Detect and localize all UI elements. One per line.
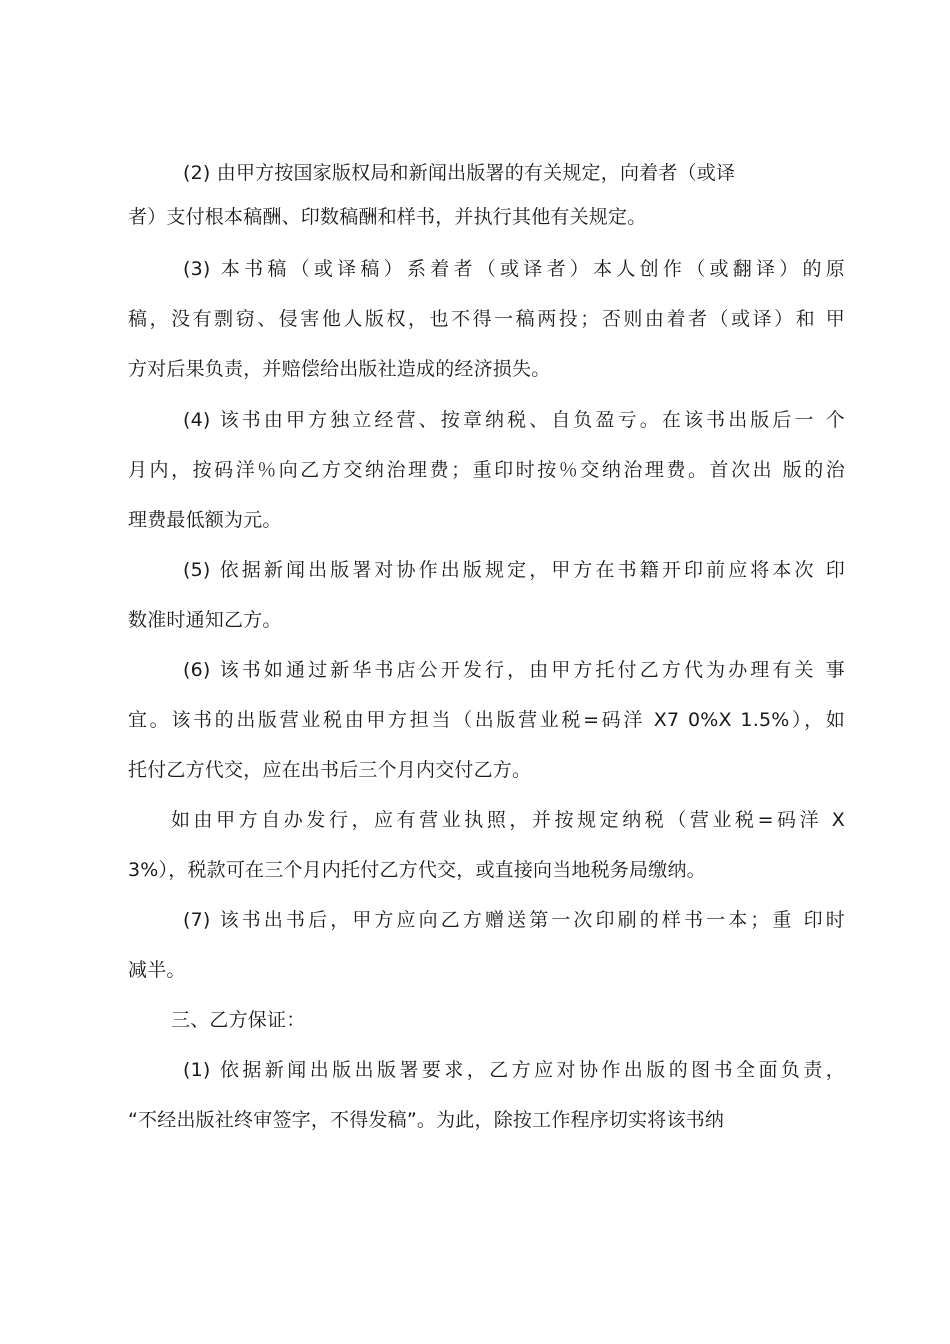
- text-line: 月内，按码洋％向乙方交纳治理费；重印时按％交纳治理费。首次出 版的治: [128, 459, 845, 481]
- section-heading: 三、乙方保证：: [171, 1009, 306, 1031]
- text-line: 数准时通知乙方。: [128, 609, 282, 631]
- text-line: (4) 该书由甲方独立经营、按章纳税、自负盈亏。在该书出版后一 个: [183, 409, 845, 431]
- text-line: 者）支付根本稿酬、印数稿酬和样书，并执行其他有关规定。: [128, 206, 647, 228]
- text-line: 3%），税款可在三个月内托付乙方代交，或直接向当地税务局缴纳。: [128, 859, 706, 881]
- text-line: 托付乙方代交，应在出书后三个月内交付乙方。: [128, 759, 532, 781]
- text-line: (6) 该书如通过新华书店公开发行，由甲方托付乙方代为办理有关 事: [183, 659, 845, 681]
- text-line: 理费最低额为元。: [128, 509, 282, 531]
- text-line: 方对后果负责，并赔偿给出版社造成的经济损失。: [128, 358, 551, 380]
- text-line: 减半。: [128, 959, 186, 981]
- text-line: 稿，没有剽窃、侵害他人版权，也不得一稿两投；否则由着者（或译）和 甲: [128, 308, 845, 330]
- text-line: (2) 由甲方按国家版权局和新闻出版署的有关规定，向着者（或译: [183, 162, 736, 184]
- text-line: “不经出版社终审签字，不得发稿”。为此，除按工作程序切实将该书纳: [128, 1109, 725, 1131]
- text-line: (3) 本书稿（或译稿）系着者（或译者）本人创作（或翻译）的原: [183, 258, 845, 280]
- text-line: 宜。该书的出版营业税由甲方担当（出版营业税=码洋 X7 0%X 1.5%），如: [128, 709, 845, 731]
- text-line: 如由甲方自办发行，应有营业执照，并按规定纳税（营业税=码洋 X: [171, 809, 845, 831]
- text-line: (7) 该书出书后，甲方应向乙方赠送第一次印刷的样书一本；重 印时: [183, 909, 845, 931]
- text-line: (1) 依据新闻出版出版署要求，乙方应对协作出版的图书全面负责，: [183, 1059, 845, 1081]
- text-line: (5) 依据新闻出版署对协作出版规定，甲方在书籍开印前应将本次 印: [183, 559, 845, 581]
